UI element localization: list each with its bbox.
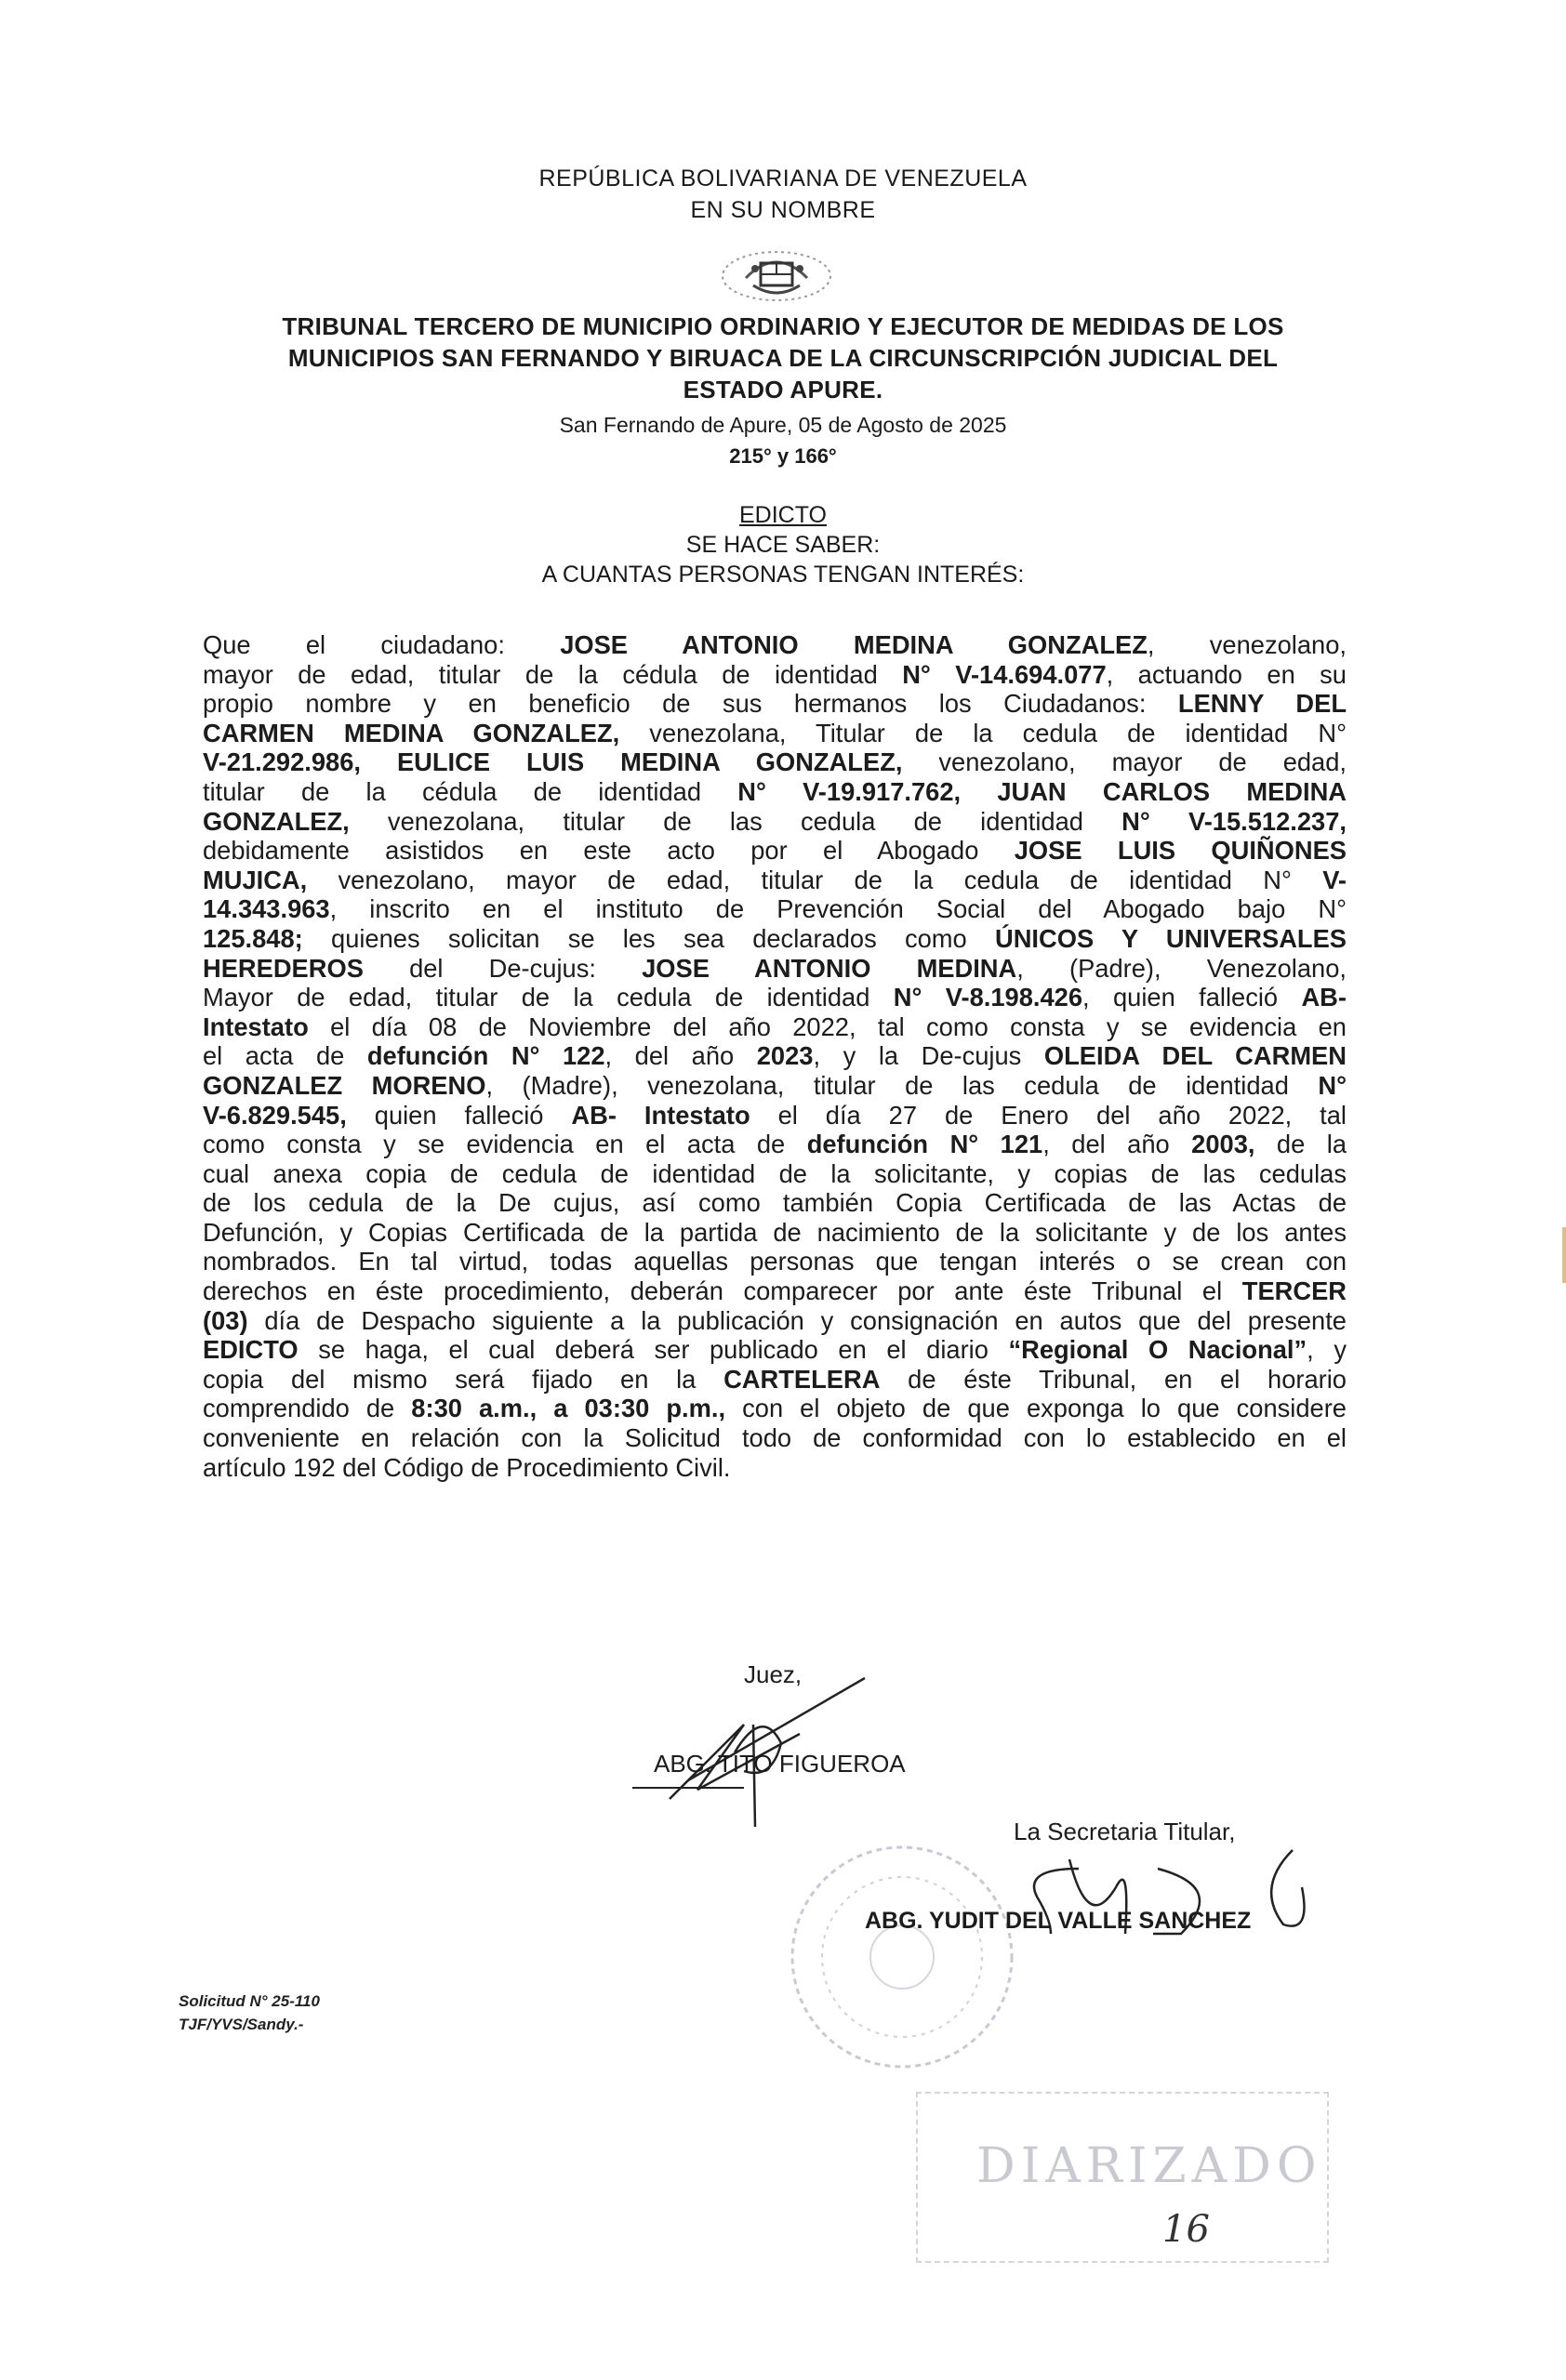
body-text: día de Despacho siguiente a la publicación y consignación en autos que del presente: [247, 1305, 1347, 1335]
body-line: [203, 1130, 1347, 1159]
body-text: Mayor de edad, titular de la cedula de identidad: [203, 983, 894, 1012]
body-bold-text: HEREDEROS: [203, 953, 364, 983]
body-bold-text: 2023: [756, 1041, 814, 1071]
body-text: venezolana, titular de las cedula de identidad: [349, 806, 1122, 836]
edict-addressee: A CUANTAS PERSONAS TENGAN INTERÉS:: [541, 562, 1025, 588]
body-text: derechos en éste procedimiento, deberán comparecer por ante éste Tribunal el: [203, 1276, 1242, 1306]
body-bold-text: ÚNICOS Y UNIVERSALES: [994, 923, 1347, 953]
body-text: quienes solicitan se les sea declarados como: [302, 923, 995, 953]
body-line: [203, 1306, 1347, 1336]
body-text: mayor de edad, titular de la cédula de identidad: [203, 659, 903, 689]
edict-title: EDICTO: [739, 502, 827, 528]
body-bold-text: Intestato: [203, 1012, 309, 1041]
body-line: [203, 630, 1347, 660]
body-line: [203, 894, 1347, 924]
body-bold-text: N°: [1318, 1070, 1347, 1100]
body-line: [203, 1423, 1347, 1453]
body-text: el día 27 de Enero del año 2022, tal: [750, 1100, 1347, 1130]
body-text: , inscrito en el instituto de Prevención Social del Abogado bajo N°: [329, 894, 1347, 924]
body-bold-text: AB- Intestato: [571, 1100, 750, 1130]
body-bold-text: “Regional O Nacional”: [1008, 1335, 1307, 1365]
body-text: Defunción, y Copias Certificada de la partida de nacimiento de la solicitante y de los antes: [203, 1217, 1347, 1247]
body-line: [203, 719, 1347, 748]
body-line: [203, 1041, 1347, 1071]
body-text: de los cedula de la De cujus, así como también Copia Certificada de las Actas de: [203, 1188, 1347, 1218]
page-edge-mark: [1562, 1227, 1566, 1283]
body-bold-text: 2003,: [1191, 1130, 1255, 1159]
body-text: comprendido de: [203, 1394, 412, 1423]
body-text: titular de la cédula de identidad: [203, 776, 738, 806]
body-bold-text: V-6.829.545,: [203, 1100, 347, 1130]
body-line: [203, 777, 1347, 807]
body-bold-text: V-: [1322, 865, 1347, 894]
body-bold-text: N° V-15.512.237,: [1121, 806, 1347, 836]
body-text: , y: [1307, 1335, 1347, 1365]
body-text: se haga, el cual deberá ser publicado en el diario: [298, 1335, 1009, 1365]
body-bold-text: OLEIDA DEL CARMEN: [1043, 1041, 1347, 1071]
body-bold-text: CARMEN MEDINA GONZALEZ,: [203, 718, 620, 747]
in-its-name-heading: EN SU NOMBRE: [690, 197, 876, 223]
body-bold-text: V-21.292.986, EULICE LUIS MEDINA GONZALEZ,: [203, 747, 903, 777]
body-bold-text: AB-: [1301, 983, 1347, 1012]
body-line: [203, 689, 1347, 719]
body-bold-text: N° V-8.198.426: [893, 983, 1083, 1012]
body-text: venezolano, mayor de edad, titular de la cedula de identidad N°: [307, 865, 1323, 894]
body-bold-text: 14.343.963: [203, 894, 330, 924]
body-bold-text: CARTELERA: [723, 1364, 881, 1394]
secretary-name: ABG. YUDIT DEL VALLE SANCHEZ: [865, 1908, 1252, 1934]
body-bold-text: 125.848;: [203, 923, 303, 953]
republic-heading: REPÚBLICA BOLIVARIANA DE VENEZUELA: [538, 165, 1028, 192]
body-bold-text: GONZALEZ MORENO: [203, 1070, 486, 1100]
body-text: nombrados. En tal virtud, todas aquellas personas que tengan interés o se crean con: [203, 1247, 1347, 1276]
body-line: [203, 1218, 1347, 1248]
body-text: , y la De-cujus: [813, 1041, 1044, 1071]
body-line: [203, 1335, 1347, 1365]
body-bold-text: JOSE LUIS QUIÑONES: [1014, 836, 1347, 866]
court-title-line-1: TRIBUNAL TERCERO DE MUNICIPIO ORDINARIO Y EJECUTOR DE MEDIDAS DE LOS: [282, 312, 1284, 340]
body-line: [203, 1071, 1347, 1101]
body-text: , del año: [1042, 1130, 1192, 1159]
body-line: [203, 836, 1347, 866]
court-title-line-3: ESTADO APURE.: [683, 376, 883, 403]
body-bold-text: 8:30 a.m., a 03:30 p.m.,: [411, 1394, 726, 1423]
body-text: artículo 192 del Código de Procedimiento Civil.: [203, 1452, 731, 1482]
body-line: [203, 1276, 1347, 1306]
body-bold-text: LENNY DEL: [1177, 689, 1347, 719]
body-line: [203, 1365, 1347, 1395]
judge-name: ABG. TITO FIGUEROA: [654, 1750, 906, 1778]
body-text: venezolano, mayor de edad,: [902, 747, 1347, 777]
body-bold-text: MUJICA,: [203, 865, 308, 894]
judge-signature: [632, 1622, 911, 1827]
body-text: el acta de: [203, 1041, 367, 1071]
request-reference: Solicitud N° 25-110: [179, 1992, 320, 2010]
body-bold-text: JOSE ANTONIO MEDINA: [642, 953, 1017, 983]
body-line: [203, 1453, 1347, 1483]
body-line: [203, 1247, 1347, 1276]
body-line: [203, 1394, 1347, 1423]
body-line: [203, 660, 1347, 690]
edict-body: [203, 630, 1347, 1482]
body-bold-text: JOSE ANTONIO MEDINA GONZALEZ: [560, 630, 1148, 659]
years-of-independence: 215° y 166°: [729, 444, 837, 468]
edict-subtitle: SE HACE SABER:: [685, 532, 881, 558]
document-initials: TJF/YVS/Sandy.-: [179, 2016, 304, 2033]
body-text: , venezolano,: [1147, 630, 1347, 659]
body-line: [203, 1012, 1347, 1042]
body-line: [203, 807, 1347, 837]
body-text: de éste Tribunal, en el horario: [880, 1364, 1347, 1394]
body-text: propio nombre y en beneficio de sus hermanos los Ciudadanos:: [203, 689, 1178, 719]
body-text: Que el ciudadano:: [203, 630, 561, 659]
body-line: [203, 1188, 1347, 1218]
body-line: [203, 954, 1347, 984]
body-line: [203, 866, 1347, 895]
body-bold-text: N° V-19.917.762, JUAN CARLOS MEDINA: [737, 776, 1347, 806]
coat-of-arms-seal: [688, 237, 865, 311]
body-text: cual anexa copia de cedula de identidad de la solicitante, y copias de las cedulas: [203, 1158, 1347, 1188]
body-text: , (Madre), venezolana, titular de las cedula de identidad: [485, 1070, 1319, 1100]
body-text: debidamente asistidos en este acto por el Abogado: [203, 836, 1015, 866]
registry-stamp-text: DIARIZADO: [976, 2138, 1322, 2194]
handwritten-number: 16: [1162, 2208, 1210, 2251]
body-text: , del año: [604, 1041, 757, 1071]
body-line: [203, 1159, 1347, 1189]
body-text: , (Padre), Venezolano,: [1016, 953, 1347, 983]
court-title: [251, 311, 1315, 405]
body-text: , actuando en su: [1106, 659, 1347, 689]
body-bold-text: N° V-14.694.077: [902, 659, 1107, 689]
secretary-title: La Secretaria Titular,: [1014, 1818, 1236, 1845]
body-bold-text: TERCER: [1241, 1276, 1347, 1306]
place-and-date: San Fernando de Apure, 05 de Agosto de 2025: [559, 413, 1007, 437]
body-bold-text: GONZALEZ,: [203, 806, 350, 836]
body-text: como consta y se evidencia en el acta de: [203, 1130, 807, 1159]
body-bold-text: EDICTO: [203, 1335, 299, 1365]
body-line: [203, 924, 1347, 954]
body-bold-text: defunción N° 121: [806, 1130, 1043, 1159]
judge-title: Juez,: [744, 1660, 803, 1688]
body-bold-text: (03): [203, 1305, 248, 1335]
body-text: quien falleció: [346, 1100, 572, 1130]
court-round-stamp: [781, 1836, 1023, 2078]
body-line: [203, 747, 1347, 777]
body-line: [203, 1101, 1347, 1130]
body-text: el día 08 de Noviembre del año 2022, tal como consta y se evidencia en: [308, 1012, 1347, 1041]
body-text: de la: [1254, 1130, 1347, 1159]
body-text: , quien falleció: [1082, 983, 1302, 1012]
body-text: copia del mismo será fijado en la: [203, 1364, 724, 1394]
body-bold-text: defunción N° 122: [366, 1041, 605, 1071]
body-text: del De-cujus:: [363, 953, 643, 983]
body-text: conveniente en relación con la Solicitud todo de conformidad con lo establecido en el: [203, 1423, 1347, 1453]
body-text: venezolana, Titular de la cedula de identidad N°: [619, 718, 1347, 747]
body-line: [203, 983, 1347, 1012]
body-text: con el objeto de que exponga lo que considere: [725, 1394, 1347, 1423]
court-title-line-2: MUNICIPIOS SAN FERNANDO Y BIRUACA DE LA CIRCUNSCRIPCIÓN JUDICIAL DEL: [287, 344, 1279, 372]
